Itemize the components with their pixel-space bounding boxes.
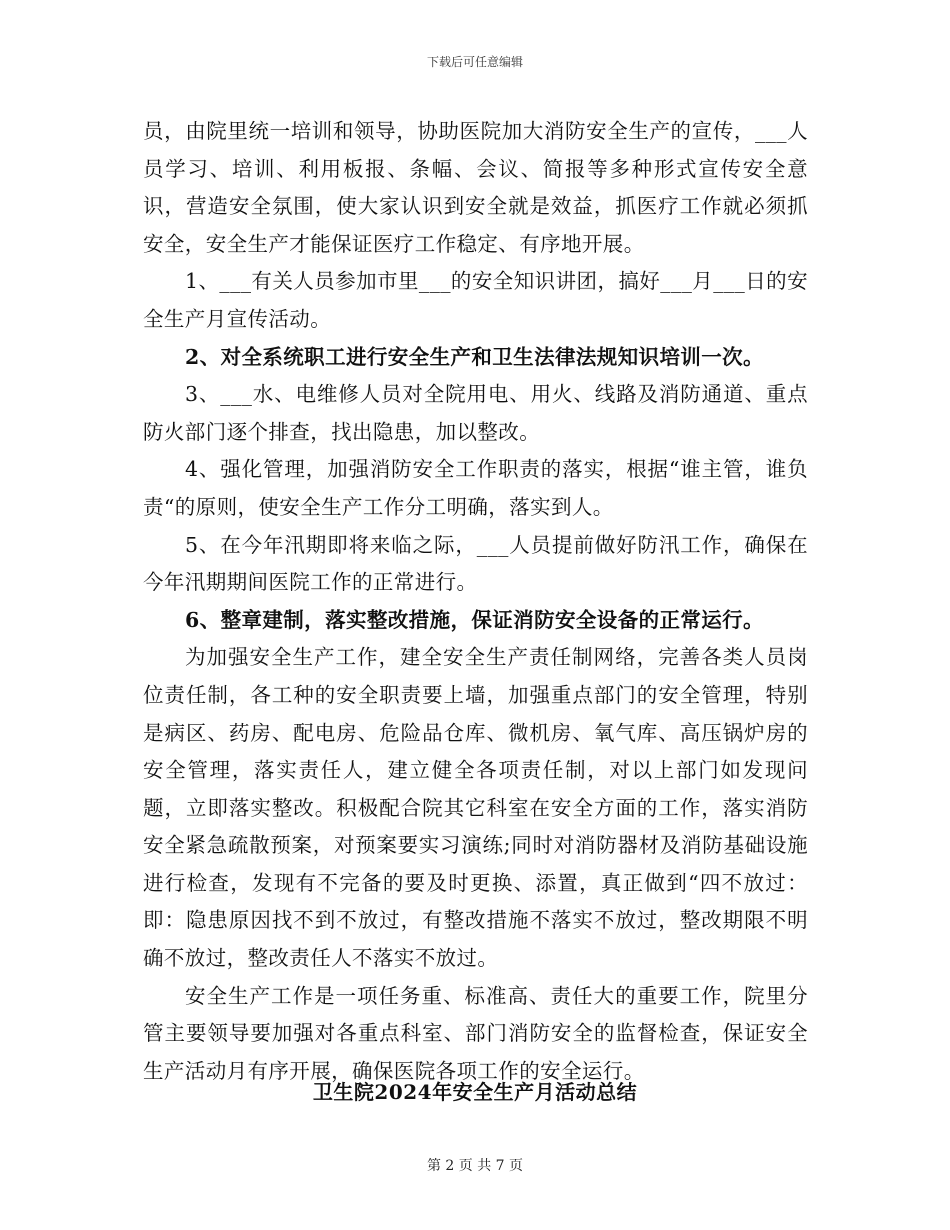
paragraph-item-1: 1、___有关人员参加市里___的安全知识讲团，搞好___月___日的安全生产月宣传活动。 (143, 269, 808, 331)
paragraph-item-4: 4、强化管理，加强消防安全工作职责的落实，根据“谁主管，谁负责“的原则，使安全生产工作分工明确，落实到人。 (143, 457, 808, 519)
document-body (143, 113, 808, 1090)
paragraph-continuation: 员，由院里统一培训和领导，协助医院加大消防安全生产的宣传，___人员学习、培训、利用板报、条幅、会议、简报等多种形式宣传安全意识，营造安全氛围，使大家认识到安全就是效益，抓医疗工作就必须抓安全，安全生产才能保证医疗工作稳定、有序地开展。 (143, 119, 808, 256)
document-title: 卫生院2024年安全生产月活动总结 (312, 1080, 638, 1104)
paragraph-item-6: 6、整章建制，落实整改措施，保证消防安全设备的正常运行。 (185, 607, 764, 632)
paragraph-conclusion: 安全生产工作是一项任务重、标准高、责任大的重要工作，院里分管主要领导要加强对各重点科室、部门消防安全的监督检查，保证安全生产活动月有序开展，确保医院各项工作的安全运行。 (143, 983, 808, 1083)
paragraph-item-3: 3、___水、电维修人员对全院用电、用火、线路及消防通道、重点防火部门逐个排查，找出隐患，加以整改。 (143, 382, 808, 444)
paragraph-item-5: 5、在今年汛期即将来临之际，___人员提前做好防汛工作，确保在今年汛期期间医院工作的正常进行。 (143, 532, 808, 595)
paragraph-safety-system: 为加强安全生产工作，建全安全生产责任制网络，完善各类人员岗位责任制，各工种的安全职责要上墙，加强重点部门的安全管理，特别是病区、药房、配电房、危险品仓库、微机房、氧气库、高压锅炉房的安全管理，落实责任人，建立健全各项责任制，对以上部门如发现问题，立即落实整改。积极配合院其它科室在安全方面的工作，落实消防安全紧急疏散预案，对预案要实习演练;同时对消防器材及消防基础设施进行检查，发现有不完备的要及时更换、添置，真正做到“四不放过：即：隐患原因找不到不放过，有整改措施不落实不放过，整改期限不明确不放过，整改责任人不落实不放过。 (143, 645, 808, 971)
page-header-note: 下载后可任意编辑 (426, 55, 523, 69)
paragraph-item-2: 2、对全系统职工进行安全生产和卫生法律法规知识培训一次。 (185, 344, 764, 369)
page-footer: 第 2 页 共 7 页 (426, 1158, 524, 1174)
